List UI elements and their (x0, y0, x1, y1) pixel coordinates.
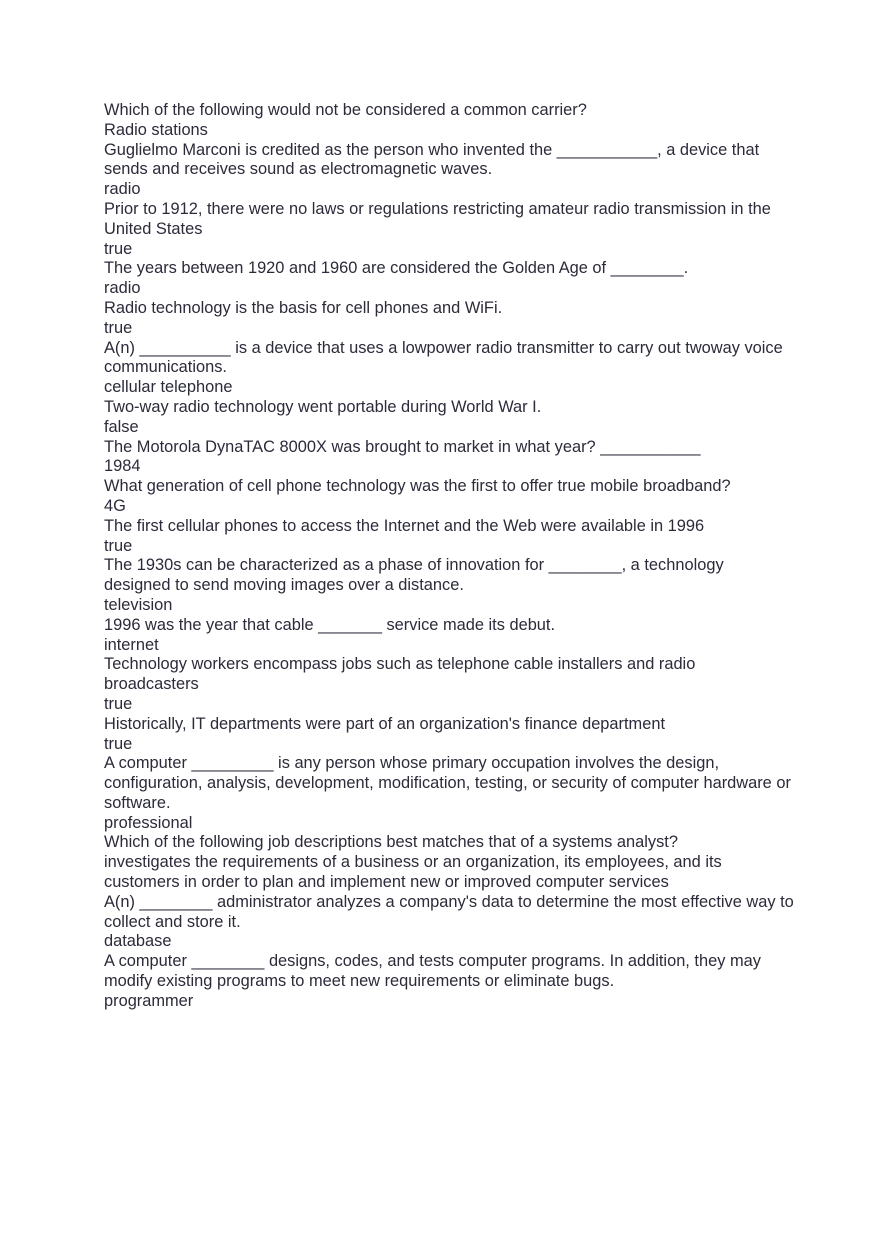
answer-text: professional (104, 813, 193, 832)
answer-text: radio (104, 180, 141, 199)
question-text: Which of the following job descriptions best matches that of a systems analyst? (104, 833, 678, 852)
qa-item (104, 517, 794, 557)
answer-text: programmer (104, 991, 194, 1010)
answer-text: 4G (104, 496, 126, 515)
document-page (104, 101, 794, 1012)
question-text: A(n) ________ administrator analyzes a company's data to determine the most effective way to collect and store it. (104, 892, 794, 931)
qa-item (104, 141, 794, 200)
answer-text: investigates the requirements of a business or an organization, its employees, and its customers in order to plan and implement new or improved computer services (104, 853, 722, 892)
question-text: A computer _________ is any person whose primary occupation involves the design, configuration, analysis, development, modification, testing, or security of computer hardware or software. (104, 754, 791, 812)
question-text: Guglielmo Marconi is credited as the person who invented the ___________, a device that sends and receives sound as electromagnetic waves. (104, 140, 760, 179)
answer-text: radio (104, 279, 141, 298)
question-text: 1996 was the year that cable _______ service made its debut. (104, 615, 556, 634)
qa-item (104, 893, 794, 952)
question-text: The first cellular phones to access the Internet and the Web were available in 1996 (104, 516, 705, 535)
answer-text: true (104, 734, 133, 753)
question-text: What generation of cell phone technology was the first to offer true mobile broadband? (104, 477, 731, 496)
question-text: Which of the following would not be considered a common carrier? (104, 101, 587, 119)
question-text: A computer ________ designs, codes, and tests computer programs. In addition, they may modify existing programs to meet new requirements or eliminate bugs. (104, 952, 761, 991)
qa-item (104, 715, 794, 755)
qa-item (104, 616, 794, 656)
answer-text: true (104, 318, 133, 337)
answer-text: database (104, 932, 172, 951)
question-text: Prior to 1912, there were no laws or regulations restricting amateur radio transmission in the United States (104, 199, 771, 238)
qa-item (104, 556, 794, 615)
question-text: Technology workers encompass jobs such as telephone cable installers and radio broadcasters (104, 655, 696, 694)
answer-text: true (104, 536, 133, 555)
answer-text: cellular telephone (104, 378, 233, 397)
qa-item (104, 101, 794, 141)
qa-item (104, 200, 794, 259)
qa-item (104, 655, 794, 714)
qa-item (104, 398, 794, 438)
answer-text: 1984 (104, 457, 141, 476)
question-text: Two-way radio technology went portable during World War I. (104, 397, 542, 416)
question-text: The years between 1920 and 1960 are considered the Golden Age of ________. (104, 259, 689, 278)
answer-text: television (104, 595, 173, 614)
qa-item (104, 339, 794, 398)
qa-item (104, 438, 794, 478)
answer-text: internet (104, 635, 159, 654)
qa-item (104, 259, 794, 299)
qa-item (104, 952, 794, 1011)
qa-item (104, 833, 794, 892)
question-text: A(n) __________ is a device that uses a lowpower radio transmitter to carry out twoway voice communications. (104, 338, 783, 377)
answer-text: true (104, 694, 133, 713)
question-text: Historically, IT departments were part of an organization's finance department (104, 714, 665, 733)
qa-item (104, 299, 794, 339)
question-text: The Motorola DynaTAC 8000X was brought to market in what year? ___________ (104, 437, 701, 456)
answer-text: Radio stations (104, 120, 208, 139)
question-text: The 1930s can be characterized as a phase of innovation for ________, a technology designed to send moving images over a distance. (104, 556, 724, 595)
qa-item (104, 477, 794, 517)
question-text: Radio technology is the basis for cell phones and WiFi. (104, 298, 503, 317)
answer-text: true (104, 239, 133, 258)
answer-text: false (104, 417, 139, 436)
qa-item (104, 754, 794, 833)
